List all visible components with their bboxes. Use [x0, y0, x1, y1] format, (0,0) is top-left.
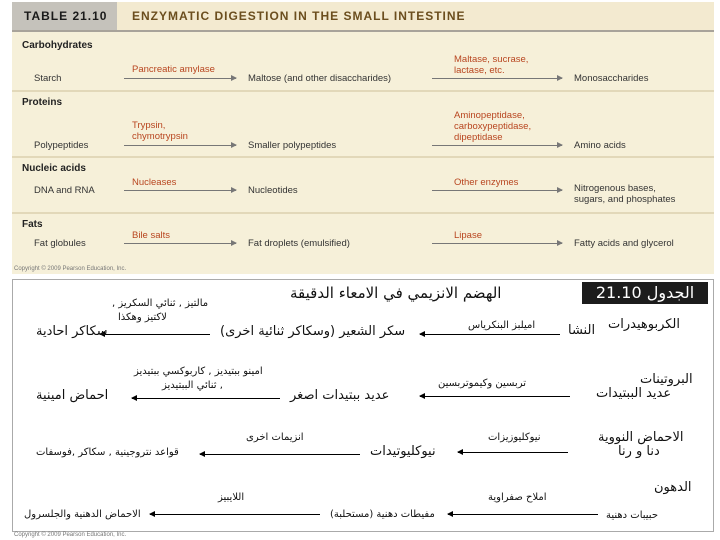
product-smaller-polypeptides: Smaller polypeptides: [248, 140, 337, 151]
arrow-left: [132, 398, 280, 399]
product-fat-droplets: Fat droplets (emulsified): [248, 238, 350, 249]
arabic-substrate-polypeptides: عديد الببتيدات: [596, 386, 672, 401]
arabic-enzyme-aminopeptidase: امينو ببتيديز , كاربوكسي ببتيديز: [134, 366, 263, 377]
arrow-right: [432, 78, 562, 79]
arabic-product-fatty-acids: الاحماض الدهنية والجلسرول: [24, 509, 141, 520]
category-proteins: Proteins: [22, 97, 63, 108]
arabic-product-maltose: سكر الشعير (وسكاكر ثنائية اخرى): [220, 324, 406, 339]
english-table: [12, 2, 714, 274]
arrow-right: [124, 190, 236, 191]
arabic-enzyme-pancreatic-amylase: اميلبز البنكرياس: [468, 320, 536, 331]
header-rule: [12, 30, 714, 32]
arrow-right: [124, 243, 236, 244]
arabic-category-proteins: البروتينات: [640, 372, 693, 387]
arabic-substrate-fat-globules: حبيبات دهنية: [606, 510, 658, 521]
enzyme-trypsin: Trypsin, chymotrypsin: [132, 120, 188, 142]
arrow-left: [100, 334, 210, 335]
arrow-right: [124, 145, 236, 146]
arabic-category-nucleic-acids: الاحماض النووية: [598, 430, 684, 445]
row-divider: [12, 90, 714, 92]
category-carbohydrates: Carbohydrates: [22, 40, 93, 51]
arabic-product-monosaccharides: سكاكر احادية: [36, 324, 108, 339]
substrate-polypeptides: Polypeptides: [34, 140, 89, 151]
arrow-right: [432, 145, 562, 146]
arabic-category-fats: الدهون: [654, 480, 692, 495]
arabic-product-smaller-polypeptides: عديد ببتيدات اصغر: [290, 388, 390, 403]
enzyme-bile-salts: Bile salts: [132, 230, 171, 241]
arrow-left: [448, 514, 598, 515]
table-title: ENZYMATIC DIGESTION IN THE SMALL INTESTINE: [132, 9, 466, 23]
arabic-enzyme-other: انزيمات اخرى: [246, 432, 304, 443]
arrow-left: [420, 334, 560, 335]
category-fats: Fats: [22, 219, 43, 230]
arrow-right: [432, 190, 562, 191]
arabic-product-amino-acids: احماض امينية: [36, 388, 109, 403]
arabic-product-nitrogenous-bases: قواعد نتروجينية , سكاكر ,فوسفات: [36, 447, 179, 458]
enzyme-nucleases: Nucleases: [132, 177, 177, 188]
substrate-starch: Starch: [34, 73, 62, 84]
arabic-enzyme-trypsin: تربسين وكيموتربسين: [438, 378, 527, 389]
enzyme-pancreatic-amylase: Pancreatic amylase: [132, 64, 215, 75]
table-header: [12, 2, 714, 30]
enzyme-lipase: Lipase: [454, 230, 482, 241]
arrow-left: [150, 514, 320, 515]
enzyme-aminopeptidase: Aminopeptidase, carboxypeptidase, dipeptidase: [454, 110, 532, 143]
arabic-title: الهضم الانزيمي في الامعاء الدقيقة: [290, 284, 502, 302]
arrow-left: [458, 452, 568, 453]
product-monosaccharides: Monosaccharides: [574, 73, 649, 84]
product-nitrogenous-bases: Nitrogenous bases, sugars, and phosphates: [574, 183, 676, 205]
arabic-product-fat-droplets: مفيطات دهنية (مستحلبة): [330, 509, 435, 520]
copyright-bottom: Copyright © 2009 Pearson Education, Inc.: [14, 532, 127, 538]
arabic-enzyme-maltase: مالتيز , ثنائي السكريز ,: [112, 298, 209, 309]
copyright-top: Copyright © 2009 Pearson Education, Inc.: [14, 266, 127, 272]
arabic-product-nucleotides: نيوكليوتيدات: [370, 444, 436, 459]
row-divider: [12, 156, 714, 158]
arabic-enzyme-lactase: لاكتيز وهكذا: [118, 312, 167, 323]
product-amino-acids: Amino acids: [574, 140, 626, 151]
row-divider: [12, 212, 714, 214]
arabic-substrate-starch: النشا: [568, 323, 596, 338]
substrate-dna-rna: DNA and RNA: [34, 185, 95, 196]
enzyme-other: Other enzymes: [454, 177, 519, 188]
arrow-left: [420, 396, 570, 397]
arabic-category-carbohydrates: الكربوهيدرات: [608, 317, 680, 332]
substrate-fat-globules: Fat globules: [34, 238, 86, 249]
arrow-right: [432, 243, 562, 244]
arabic-category-dna-rna: دنا و رنا: [618, 444, 660, 459]
product-fatty-acids: Fatty acids and glycerol: [574, 238, 674, 249]
category-nucleic-acids: Nucleic acids: [22, 163, 86, 174]
table-number: TABLE 21.10: [12, 2, 117, 30]
arrow-right: [124, 78, 236, 79]
enzyme-maltase: Maltase, sucrase, lactase, etc.: [454, 54, 529, 76]
arabic-enzyme-bile-salts: املاح صفراوية: [488, 492, 547, 503]
product-nucleotides: Nucleotides: [248, 185, 298, 196]
arabic-table-number: الجدول 21.10: [582, 282, 708, 304]
arabic-enzyme-lipase: اللايبيز: [218, 492, 245, 503]
arabic-enzyme-nucleases: نيوكليوزيزات: [488, 432, 541, 443]
arabic-enzyme-dipeptidase: , ثنائي الببتيديز: [162, 380, 223, 391]
product-maltose: Maltose (and other disaccharides): [248, 73, 392, 84]
arrow-left: [200, 454, 360, 455]
